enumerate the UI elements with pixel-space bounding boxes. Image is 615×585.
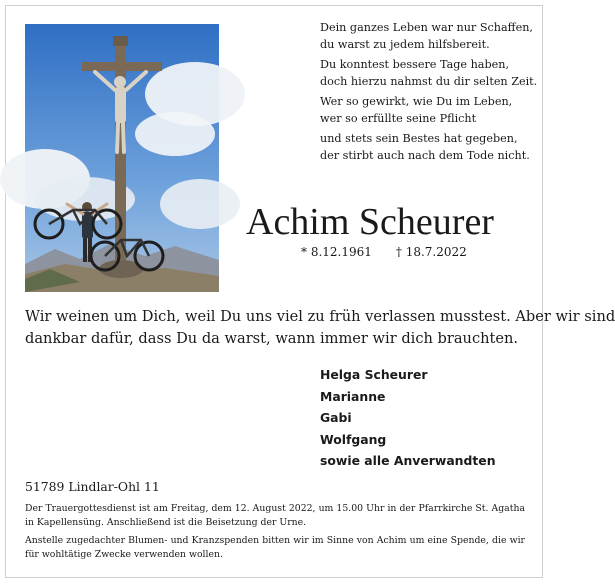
poem-line: wer so erfüllte seine Pflicht: [320, 111, 477, 125]
death-date: † 18.7.2022: [395, 245, 467, 259]
mourner-name: Gabi: [320, 410, 352, 425]
mourner-name: sowie alle Anverwandten: [320, 453, 496, 468]
farewell-quote: [25, 306, 615, 350]
funeral-service-text: Der Trauergottesdienst ist am Freitag, dem 12. August 2022, um 15.00 Uhr in der Pfarrkirche St. Agatha in Kapellensüng. Anschließend ist die Beisetzung der Urne.: [25, 503, 525, 528]
memorial-photo: [25, 24, 219, 292]
poem-line: Wer so gewirkt, wie Du im Leben,: [320, 95, 513, 108]
poem-line: und stets sein Bestes hat gegeben,: [320, 132, 518, 145]
donation-request-text: Anstelle zugedachter Blumen- und Kranzspenden bitten wir im Sinne von Achim um eine Spende, die wir für wohltätige Zwecke verwenden wollen.: [25, 535, 525, 560]
mourner-name: Helga Scheurer: [320, 367, 428, 382]
summit-cross-photo: [25, 24, 219, 292]
poem-line: der stirbt auch nach dem Tode nicht.: [320, 148, 530, 162]
poem-line: doch hierzu nahmst du dir selten Zeit.: [320, 74, 538, 88]
mourner-name: Marianne: [320, 388, 386, 404]
quote-line: dankbar dafür, dass Du da warst, wann immer wir dich brauchten.: [25, 330, 519, 347]
poem-stanza: [320, 94, 530, 127]
poem-stanza: [320, 131, 530, 164]
poem-line: Dein ganzes Leben war nur Schaffen,: [320, 21, 533, 34]
mourners-list: [320, 364, 496, 472]
birth-date: * 8.12.1961: [301, 245, 372, 259]
service-notice: [25, 502, 525, 566]
memorial-poem: [320, 20, 538, 168]
mourner-name: Wolfgang: [320, 431, 387, 447]
deceased-name: Achim Scheurer: [246, 201, 494, 243]
quote-line: Wir weinen um Dich, weil Du uns viel zu früh verlassen musstest. Aber wir sind: [25, 308, 615, 325]
poem-line: Du konntest bessere Tage haben,: [320, 58, 509, 71]
poem-stanza: [320, 20, 533, 53]
poem-line: du warst zu jedem hilfsbereit.: [320, 37, 490, 51]
family-address: 51789 Lindlar-Ohl 11: [25, 479, 160, 494]
poem-stanza: [320, 57, 538, 90]
life-dates: [301, 244, 467, 260]
